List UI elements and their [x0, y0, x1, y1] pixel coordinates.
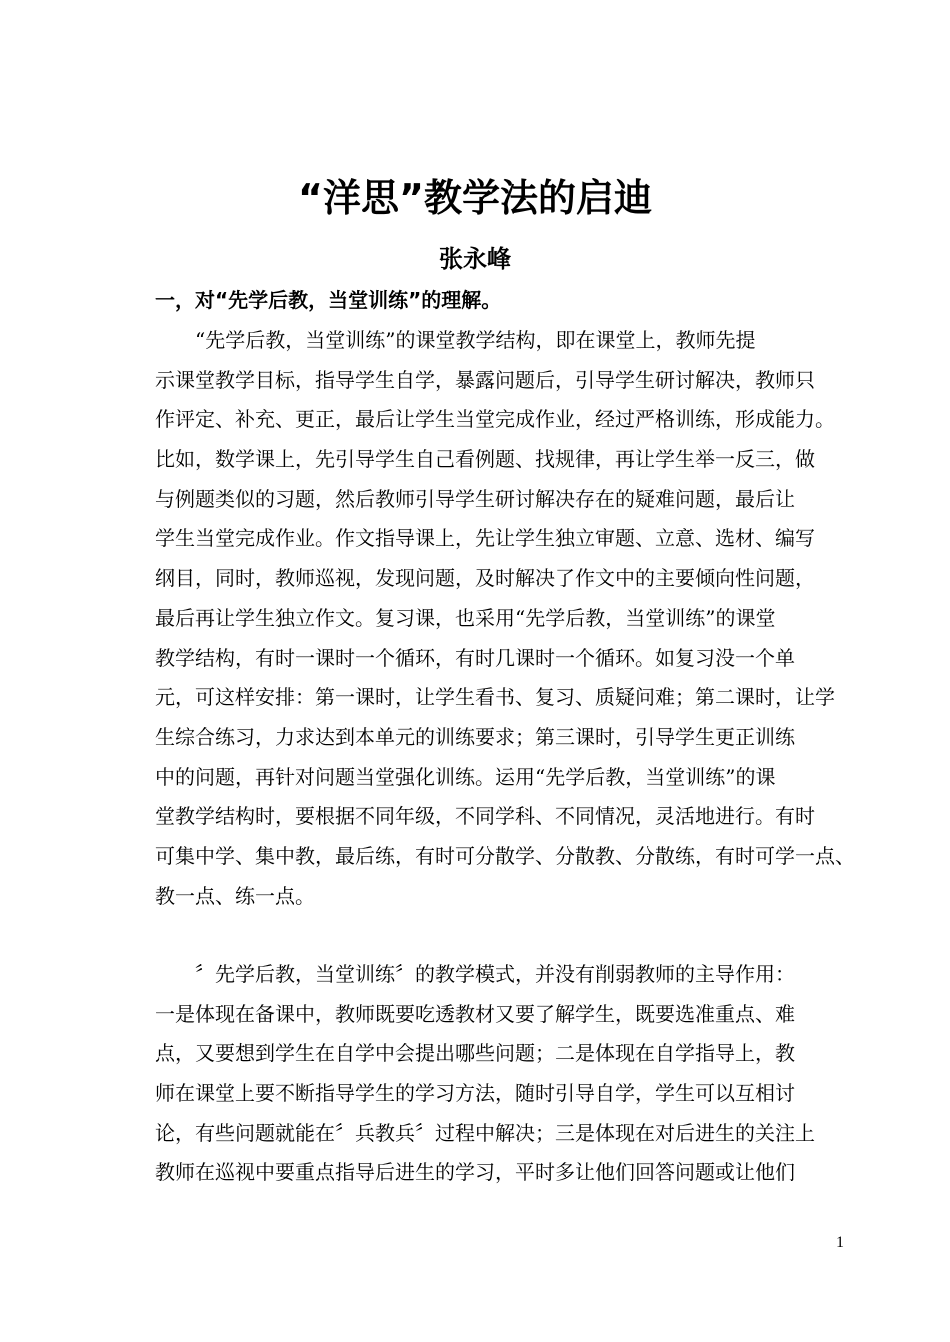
paragraph-line: 学生当堂完成作业。作文指导课上，先让学生独立审题、立意、选材、编写: [155, 526, 815, 551]
paragraph-line: 元，可这样安排：第一课时，让学生看书、复习、质疑问难；第二课时，让学: [155, 685, 835, 710]
paragraph-line: 最后再让学生独立作文。复习课，也采用“先学后教，当堂训练”的课堂: [155, 605, 776, 630]
paragraph-line: 可集中学、集中教，最后练，有时可分散学、分散教、分散练，有时可学一点、: [155, 843, 855, 868]
paragraph-line: 师在课堂上要不断指导学生的学习方法，随时引导自学，学生可以互相讨: [155, 1081, 795, 1106]
paragraph-line: 教学结构，有时一课时一个循环，有时几课时一个循环。如复习没一个单: [155, 645, 795, 670]
paragraph-line: 〞先学后教，当堂训练〞的教学模式，并没有削弱教师的主导作用：: [155, 962, 795, 986]
paragraph-line: 教师在巡视中要重点指导后进生的学习，平时多让他们回答问题或让他们: [155, 1160, 795, 1185]
paragraph-line: 作评定、补充、更正，最后让学生当堂完成作业，经过严格训练，形成能力。: [155, 407, 835, 432]
paragraph-1: [155, 321, 855, 916]
paragraph-line: 点，又要想到学生在自学中会提出哪些问题；二是体现在自学指导上，教: [155, 1041, 795, 1066]
author-name: 张永峰: [439, 245, 511, 273]
paragraph-line: 比如，数学课上，先引导学生自己看例题、找规律，再让学生举一反三，做: [155, 447, 815, 472]
page-number: 1: [836, 1234, 844, 1251]
paragraph-line: 与例题类似的习题，然后教师引导学生研讨解决存在的疑难问题，最后让: [155, 486, 795, 511]
paragraph-line: 堂教学结构时，要根据不同年级，不同学科、不同情况，灵活地进行。有时: [155, 804, 815, 829]
paragraph-line: “先学后教，当堂训练”的课堂教学结构，即在课堂上，教师先提: [155, 328, 756, 352]
paragraph-line: 中的问题，再针对问题当堂强化训练。运用“先学后教，当堂训练”的课: [155, 764, 776, 789]
paragraph-line: 一是体现在备课中，教师既要吃透教材又要了解学生，既要选准重点、难: [155, 1001, 795, 1026]
document-title: “洋思”教学法的启迪: [298, 176, 652, 220]
paragraph-2: [155, 955, 855, 1193]
paragraph-line: 生综合练习，力求达到本单元的训练要求；第三课时，引导学生更正训练: [155, 724, 795, 749]
paragraph-line: 论，有些问题就能在〞兵教兵〞过程中解决；三是体现在对后进生的关注上: [155, 1120, 815, 1145]
section-heading: 一，对“先学后教，当堂训练”的理解。: [155, 288, 502, 312]
paragraph-line: 纲目，同时，教师巡视，发现问题，及时解决了作文中的主要倾向性问题，: [155, 566, 815, 591]
paragraph-line: 教一点、练一点。: [155, 883, 315, 908]
paragraph-line: 示课堂教学目标，指导学生自学，暴露问题后，引导学生研讨解决，教师只: [155, 367, 815, 392]
